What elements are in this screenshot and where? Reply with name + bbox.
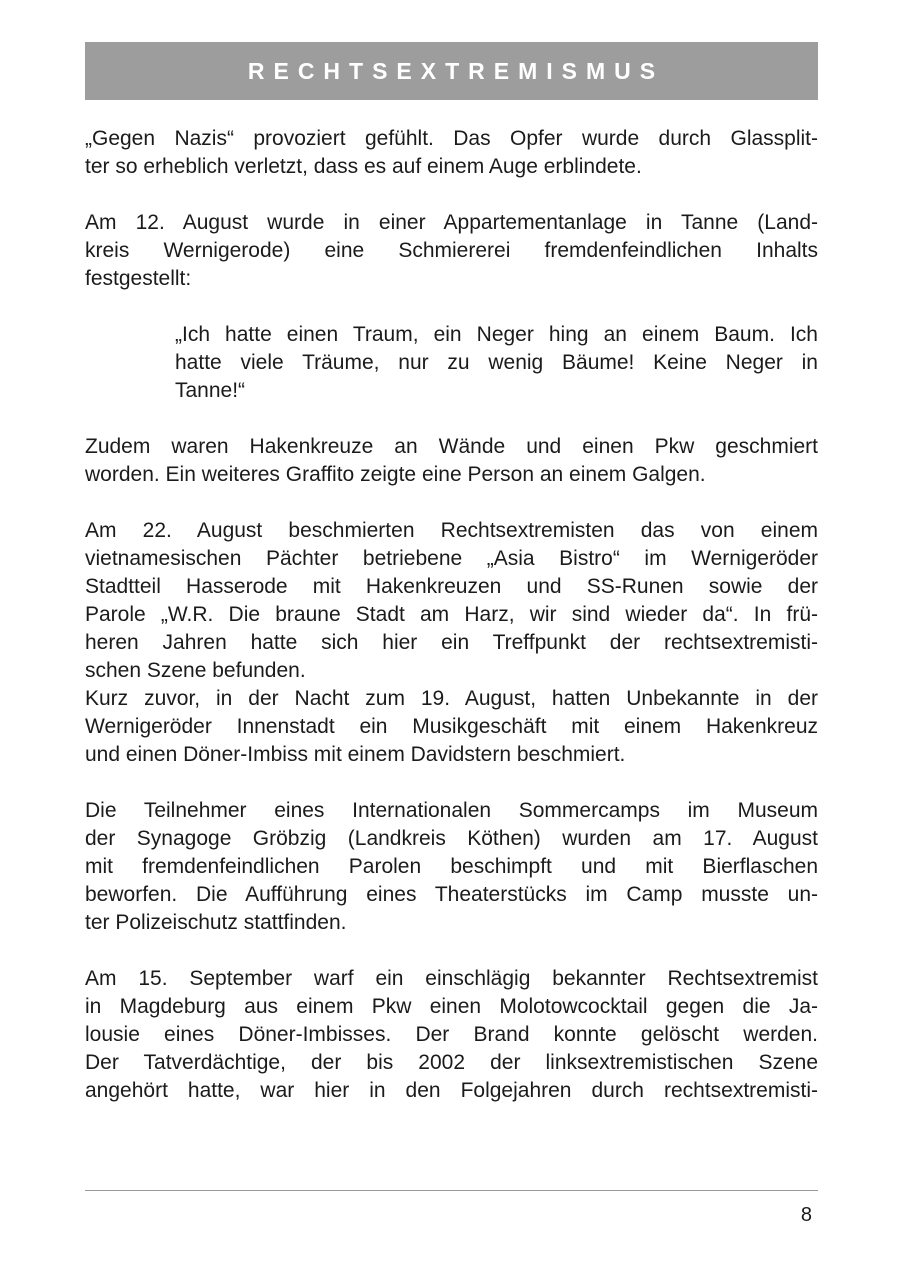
paragraph	[85, 209, 818, 293]
paragraph	[85, 125, 818, 181]
section-title: RECHTSEXTREMISMUS	[247, 57, 665, 84]
text-line: „Gegen Nazis“ provoziert gefühlt. Das Opfer wurde durch Glassplit-	[85, 127, 818, 150]
text-line: der Synagoge Gröbzig (Landkreis Köthen) wurden am 17. August	[85, 827, 818, 850]
text-line: Der Tatverdächtige, der bis 2002 der linksextremistischen Szene	[85, 1051, 818, 1074]
text-line: Tanne!“	[175, 379, 246, 402]
text-line: vietnamesischen Pächter betriebene „Asia Bistro“ im Wernigeröder	[85, 547, 818, 570]
footer-divider	[85, 1190, 818, 1191]
text-line: Am 15. September warf ein einschlägig bekannter Rechtsextremist	[85, 967, 818, 990]
paragraph	[85, 965, 818, 1105]
text-line: „Ich hatte einen Traum, ein Neger hing an einem Baum. Ich	[175, 323, 818, 346]
text-line: Kurz zuvor, in der Nacht zum 19. August, hatten Unbekannte in der	[85, 687, 818, 710]
text-line: Zudem waren Hakenkreuze an Wände und einen Pkw geschmiert	[85, 435, 818, 458]
text-line: ter Polizeischutz stattfinden.	[85, 911, 347, 934]
text-line: schen Szene befunden.	[85, 659, 306, 682]
quote-block	[85, 321, 818, 405]
text-line: und einen Döner-Imbiss mit einem Davidstern beschmiert.	[85, 743, 626, 766]
paragraph	[85, 517, 818, 685]
text-line: festgestellt:	[85, 267, 192, 290]
text-line: hatte viele Träume, nur zu wenig Bäume! Keine Neger in	[175, 351, 818, 374]
text-line: lousie eines Döner-Imbisses. Der Brand konnte gelöscht werden.	[85, 1023, 818, 1046]
paragraph	[85, 685, 818, 769]
text-line: Am 22. August beschmierten Rechtsextremisten das von einem	[85, 519, 818, 542]
page-number: 8	[800, 1204, 812, 1226]
text-line: Stadtteil Hasserode mit Hakenkreuzen und SS-Runen sowie der	[85, 575, 818, 598]
text-line: Wernigeröder Innenstadt ein Musikgeschäft mit einem Hakenkreuz	[85, 715, 818, 738]
text-line: angehört hatte, war hier in den Folgejahren durch rechtsextremisti-	[85, 1079, 818, 1102]
text-line: beworfen. Die Aufführung eines Theaterstücks im Camp musste un-	[85, 883, 818, 906]
paragraph	[85, 433, 818, 489]
section-header-banner	[85, 42, 818, 100]
text-line: Am 12. August wurde in einer Appartementanlage in Tanne (Land-	[85, 211, 818, 234]
text-line: heren Jahren hatte sich hier ein Treffpunkt der rechtsextremisti-	[85, 631, 818, 654]
text-line: ter so erheblich verletzt, dass es auf einem Auge erblindete.	[85, 155, 642, 178]
text-line: in Magdeburg aus einem Pkw einen Molotowcocktail gegen die Ja-	[85, 995, 818, 1018]
text-line: Parole „W.R. Die braune Stadt am Harz, wir sind wieder da“. In frü-	[85, 603, 818, 626]
text-line: worden. Ein weiteres Graffito zeigte eine Person an einem Galgen.	[85, 463, 706, 486]
paragraph	[85, 797, 818, 937]
text-line: Die Teilnehmer eines Internationalen Sommercamps im Museum	[85, 799, 818, 822]
text-line: mit fremdenfeindlichen Parolen beschimpft und mit Bierflaschen	[85, 855, 818, 878]
body-content	[85, 125, 818, 1133]
text-line: kreis Wernigerode) eine Schmiererei fremdenfeindlichen Inhalts	[85, 239, 818, 262]
